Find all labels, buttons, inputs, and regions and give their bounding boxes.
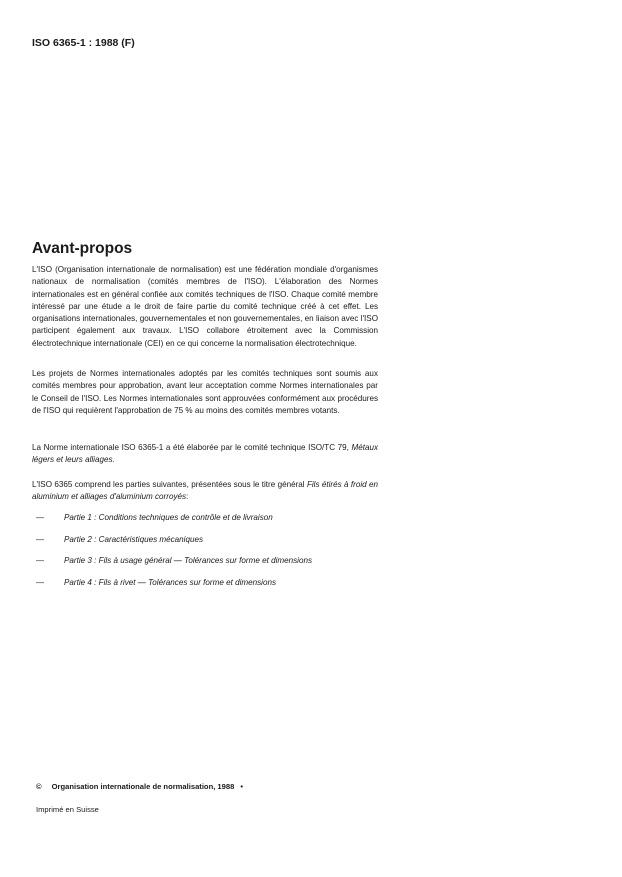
document-header: ISO 6365-1 : 1988 (F) [32, 37, 135, 49]
dash: — [36, 513, 45, 522]
copyright-line [36, 782, 249, 791]
bullet-icon: • [240, 782, 243, 791]
list-item [36, 556, 312, 565]
list-item-text: Partie 1 : Conditions techniques de contrôle et de livraison [64, 513, 273, 522]
paragraph-approval: Les projets de Normes internationales adoptés par les comités techniques sont soumis aux comités membres pour approbation, avant leur acceptation comme Normes internationales par le Conseil de l'ISO. Les Normes internationales sont approuvées conformément aux procédures de l'ISO qui requièrent l'approbation de 75 % au moins des comités membres votants. [32, 369, 378, 415]
colon: : [186, 492, 189, 502]
copyright-text: Organisation internationale de normalisation, 1988 [51, 782, 235, 791]
committee-text: La Norme internationale ISO 6365-1 a été élaborée par le comité technique ISO/TC 79, [32, 443, 349, 452]
committee-title: Métaux légers et leurs alliages. [32, 443, 378, 465]
list-item-text: Partie 4 : Fils à rivet — Tolérances sur forme et dimensions [64, 578, 277, 587]
printed-in: Imprimé en Suisse [36, 805, 99, 814]
general-title: Fils étirés à froid en aluminium et alliages d'aluminium corroyés [32, 480, 378, 502]
list-item-text: Partie 2 : Caractéristiques mécaniques [64, 535, 204, 544]
paragraph-parts [32, 479, 378, 504]
dash: — [36, 535, 45, 544]
dash: — [36, 556, 45, 565]
paragraph-committee [32, 442, 378, 467]
list-item [36, 578, 276, 587]
list-item [36, 535, 203, 544]
section-title: Avant-propos [32, 240, 133, 257]
paragraph-iso-intro: L'ISO (Organisation internationale de normalisation) est une fédération mondiale d'organismes nationaux de normalisation (comités membres de l'ISO). L'élaboration des Normes internationales est en général confiée aux comités techniques de l'ISO. Chaque comité membre intéressé par une étude a le droit de faire partie du comité technique créé à cet effet. Les organisations internationales, gouvernementales et non gouvernementales, en liaison avec l'ISO participent également aux travaux. L'ISO collabore étroitement avec la Commission électrotechnique internationale (CEI) en ce qui concerne la normalisation électrotechnique. [32, 265, 378, 348]
list-item-text: Partie 3 : Fils à usage général — Tolérances sur forme et dimensions [64, 556, 313, 565]
parts-text: L'ISO 6365 comprend les parties suivantes, présentées sous le titre général [32, 480, 307, 489]
dash: — [36, 578, 45, 587]
copyright-icon: © [36, 782, 42, 791]
list-item [36, 513, 273, 522]
